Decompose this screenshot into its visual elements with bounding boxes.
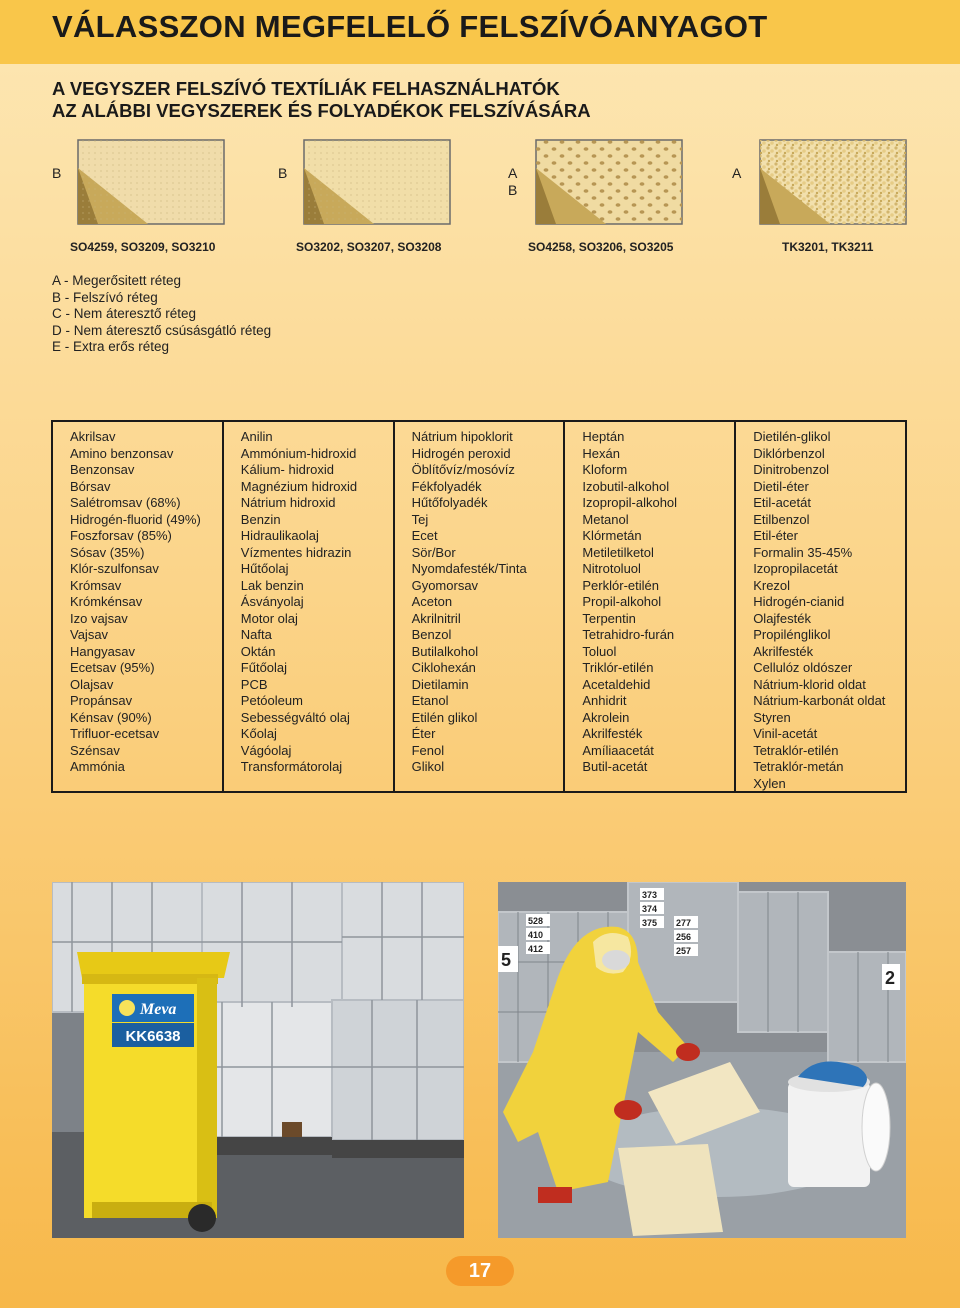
chemical-item: Anilin	[240, 429, 273, 444]
chemical-item: Perklór-etilén	[582, 577, 659, 593]
chemical-item: Diklórbenzol	[753, 445, 825, 461]
chemical-item: Gyomorsav	[411, 577, 479, 593]
chemical-item: Ásványolaj	[240, 594, 304, 609]
chemical-item: Etilbenzol	[753, 511, 810, 527]
chemical-item: Olajfesték	[753, 610, 811, 626]
chemical-item: Vinil-acetát	[753, 726, 818, 741]
chemical-item: Butilalkohol	[411, 643, 479, 659]
sample-4-layer-labels	[732, 165, 741, 182]
subtitle-line-1: A VEGYSZER FELSZÍVÓ TEXTÍLIÁK FELHASZNÁLHATÓK	[52, 78, 560, 99]
sample-1-codes: SO4259, SO3209, SO3210	[70, 240, 216, 254]
shelf-label: 410	[528, 930, 544, 940]
chemical-item: Öblítővíz/mosóvíz	[411, 462, 515, 477]
chemical-item: Izo vajsav	[70, 610, 128, 626]
chemical-item: Hűtőolaj	[240, 561, 289, 576]
chemical-item: Sósav (35%)	[70, 544, 145, 560]
chemical-item: Lak benzin	[240, 577, 304, 593]
chemical-item: Olajsav	[70, 676, 114, 692]
chemical-item: Krómkénsav	[70, 594, 143, 609]
shelf-label: 373	[642, 890, 658, 900]
chemical-item: Hűtőfolyadék	[411, 495, 488, 510]
chemical-item: Amino benzonsav	[70, 445, 174, 461]
chemical-item: Foszforsav (85%)	[70, 528, 172, 543]
chemical-item: Glikol	[411, 759, 445, 774]
chemical-item: Ammónium-hidroxid	[240, 445, 357, 461]
chemical-item: Benzin	[240, 511, 281, 527]
chemical-item: Salétromsav (68%)	[70, 495, 181, 510]
chemical-item: Izobutil-alkohol	[582, 478, 670, 494]
chemical-item: Kloform	[582, 462, 628, 477]
chemical-item: Amíliaacetát	[582, 742, 654, 758]
page-number: 17	[446, 1256, 514, 1286]
chemical-item: Heptán	[582, 429, 625, 444]
chemical-item: Propilénglikol	[753, 627, 831, 642]
layer-label: A	[508, 165, 518, 181]
chemical-item: Dinitrobenzol	[753, 462, 830, 477]
chemical-item: Anhidrit	[582, 693, 627, 708]
chemical-item: Akrilfesték	[582, 726, 643, 741]
chemical-item: Styren	[753, 709, 791, 725]
chemical-item: Propánsav	[70, 693, 133, 708]
chemical-item: Etilén glikol	[411, 709, 478, 725]
chemical-item: Dietilamin	[411, 676, 469, 692]
chemical-item: Cellulóz oldószer	[753, 660, 853, 675]
chemical-item: Ammónia	[70, 759, 125, 774]
chemical-item: Aceton	[411, 594, 453, 609]
chemical-item: Propil-alkohol	[582, 594, 662, 609]
sample-2-codes: SO3202, SO3207, SO3208	[296, 240, 442, 254]
chemical-item: Ecet	[411, 528, 438, 543]
sample-1-layer-labels	[52, 165, 61, 182]
chemical-item: Izopropil-alkohol	[582, 495, 678, 510]
shelf-label: 374	[642, 904, 658, 914]
chemical-item: Klórmetán	[582, 528, 642, 543]
chemical-item: Kálium- hidroxid	[240, 462, 334, 477]
chemical-item: Nafta	[240, 627, 272, 642]
chemicals-column-4	[565, 422, 736, 791]
chemical-item: Vajsav	[70, 627, 109, 642]
chemical-item: Szénsav	[70, 742, 120, 758]
chemical-item: Transformátorolaj	[240, 759, 343, 774]
chemical-item: Etanol	[411, 693, 449, 708]
chemical-item: Akrilnitril	[411, 610, 461, 626]
chemical-item: Dietilén-glikol	[753, 429, 831, 444]
chemical-item: Nátrium hidroxid	[240, 495, 336, 510]
chemical-item: Metanol	[582, 511, 629, 527]
chemical-item: Kőolaj	[240, 726, 277, 741]
chemical-item: Fenol	[411, 742, 445, 758]
layer-legend	[52, 273, 271, 356]
chemical-item: Etil-acetát	[753, 495, 811, 510]
sample-3-codes: SO4258, SO3206, SO3205	[528, 240, 674, 254]
chemicals-column-5	[736, 422, 905, 791]
page-title: VÁLASSZON MEGFELELŐ FELSZÍVÓANYAGOT	[52, 9, 768, 44]
chemical-item: Hangyasav	[70, 643, 136, 659]
chemical-item: Akrilfesték	[753, 643, 814, 659]
shelf-label: 2	[885, 968, 896, 988]
bin-logo: Meva	[140, 1001, 177, 1018]
chemical-item: Hexán	[582, 445, 620, 461]
chemical-item: Éter	[411, 726, 436, 741]
chemical-item: Kénsav (90%)	[70, 709, 152, 725]
chemical-item: Metiletilketol	[582, 544, 654, 560]
chemical-item: Formalin 35-45%	[753, 544, 853, 560]
layer-label: B	[52, 165, 62, 181]
chemical-item: Klór-szulfonsav	[70, 561, 159, 576]
shelf-label: 256	[676, 932, 692, 942]
shelf-label: 277	[676, 918, 692, 928]
chemical-item: Nátrium-klorid oldat	[753, 676, 866, 692]
chemicals-column-3	[395, 422, 566, 791]
chemical-item: Magnézium hidroxid	[240, 478, 358, 494]
layer-label: A	[732, 165, 742, 181]
legend-item: B - Felszívó réteg	[52, 289, 158, 305]
chemical-item: Vágóolaj	[240, 742, 292, 758]
photo-spill-bin	[52, 882, 464, 1238]
chemical-item: Terpentin	[582, 610, 636, 626]
chemical-item: Vízmentes hidrazin	[240, 544, 352, 560]
chemical-item: Bórsav	[70, 478, 111, 494]
chemical-item: Hidrogén peroxid	[411, 445, 511, 461]
chemical-item: Toluol	[582, 643, 617, 659]
layer-label: B	[278, 165, 288, 181]
chemical-item: PCB	[240, 676, 268, 692]
chemical-item: Hidraulikaolaj	[240, 528, 319, 543]
sample-3-layer-labels	[508, 165, 517, 199]
subtitle-line-2: AZ ALÁBBI VEGYSZEREK ÉS FOLYADÉKOK FELSZÍVÁSÁRA	[52, 100, 591, 121]
chemical-item: Tetraklór-etilén	[753, 742, 839, 758]
chemical-item: Nyomdafesték/Tinta	[411, 561, 527, 576]
chemical-item: Tetrahidro-furán	[582, 627, 675, 642]
shelf-label: 375	[642, 918, 658, 928]
chemical-item: Hidrogén-cianid	[753, 594, 845, 609]
layer-label: B	[508, 182, 518, 198]
chemical-item: Triklór-etilén	[582, 660, 654, 675]
chemical-item: Sebességváltó olaj	[240, 709, 350, 725]
chemical-item: Krómsav	[70, 577, 122, 593]
chemical-item: Nátrium hipoklorit	[411, 429, 513, 444]
chemical-item: Nátrium-karbonát oldat	[753, 693, 886, 708]
subtitle	[52, 78, 591, 122]
chemical-item: Hidrogén-fluorid (49%)	[70, 511, 201, 527]
chemicals-column-1	[53, 422, 224, 791]
chemical-item: Fékfolyadék	[411, 478, 482, 494]
shelf-label: 528	[528, 916, 544, 926]
chemical-item: Petóoleum	[240, 693, 303, 708]
chemical-item: Oktán	[240, 643, 276, 659]
sample-image-2	[294, 138, 452, 230]
chemical-item: Motor olaj	[240, 610, 298, 626]
shelf-label: 412	[528, 944, 544, 954]
chemical-item: Akrolein	[582, 709, 630, 725]
chemical-item: Xylen	[753, 775, 786, 791]
chemicals-table	[51, 420, 907, 793]
chemical-item: Trifluor-ecetsav	[70, 726, 160, 741]
sample-image-4	[750, 138, 908, 230]
sample-image-3	[526, 138, 684, 230]
sample-image-1	[68, 138, 226, 230]
chemical-item: Etil-éter	[753, 528, 798, 543]
shelf-label: 257	[676, 946, 692, 956]
chemical-item: Fűtőolaj	[240, 660, 288, 675]
legend-item: A - Megerősitett réteg	[52, 273, 182, 288]
sample-4-codes: TK3201, TK3211	[782, 240, 874, 254]
legend-item: C - Nem áteresztő réteg	[52, 306, 197, 321]
chemical-item: Butil-acetát	[582, 759, 648, 774]
chemical-item: Ecetsav (95%)	[70, 660, 155, 675]
shelf-label: 5	[501, 950, 512, 970]
sample-2-layer-labels	[278, 165, 287, 182]
chemical-item: Tetraklór-metán	[753, 759, 844, 774]
photo-spill-cleanup	[498, 882, 906, 1238]
chemical-item: Tej	[411, 511, 429, 527]
chemical-item: Izopropilacetát	[753, 561, 838, 576]
chemical-item: Sör/Bor	[411, 544, 456, 560]
chemicals-column-2	[224, 422, 395, 791]
chemical-item: Benzonsav	[70, 462, 135, 477]
bin-label: KK6638	[125, 1028, 181, 1045]
chemical-item: Dietil-éter	[753, 478, 809, 494]
chemical-item: Ciklohexán	[411, 660, 476, 675]
chemical-item: Krezol	[753, 577, 791, 593]
chemical-item: Nitrotoluol	[582, 561, 641, 576]
legend-item: E - Extra erős réteg	[52, 339, 170, 354]
chemical-item: Akrilsav	[70, 429, 116, 444]
chemical-item: Benzol	[411, 627, 452, 642]
legend-item: D - Nem áteresztő csúsásgátló réteg	[52, 322, 272, 338]
chemical-item: Acetaldehid	[582, 676, 651, 692]
